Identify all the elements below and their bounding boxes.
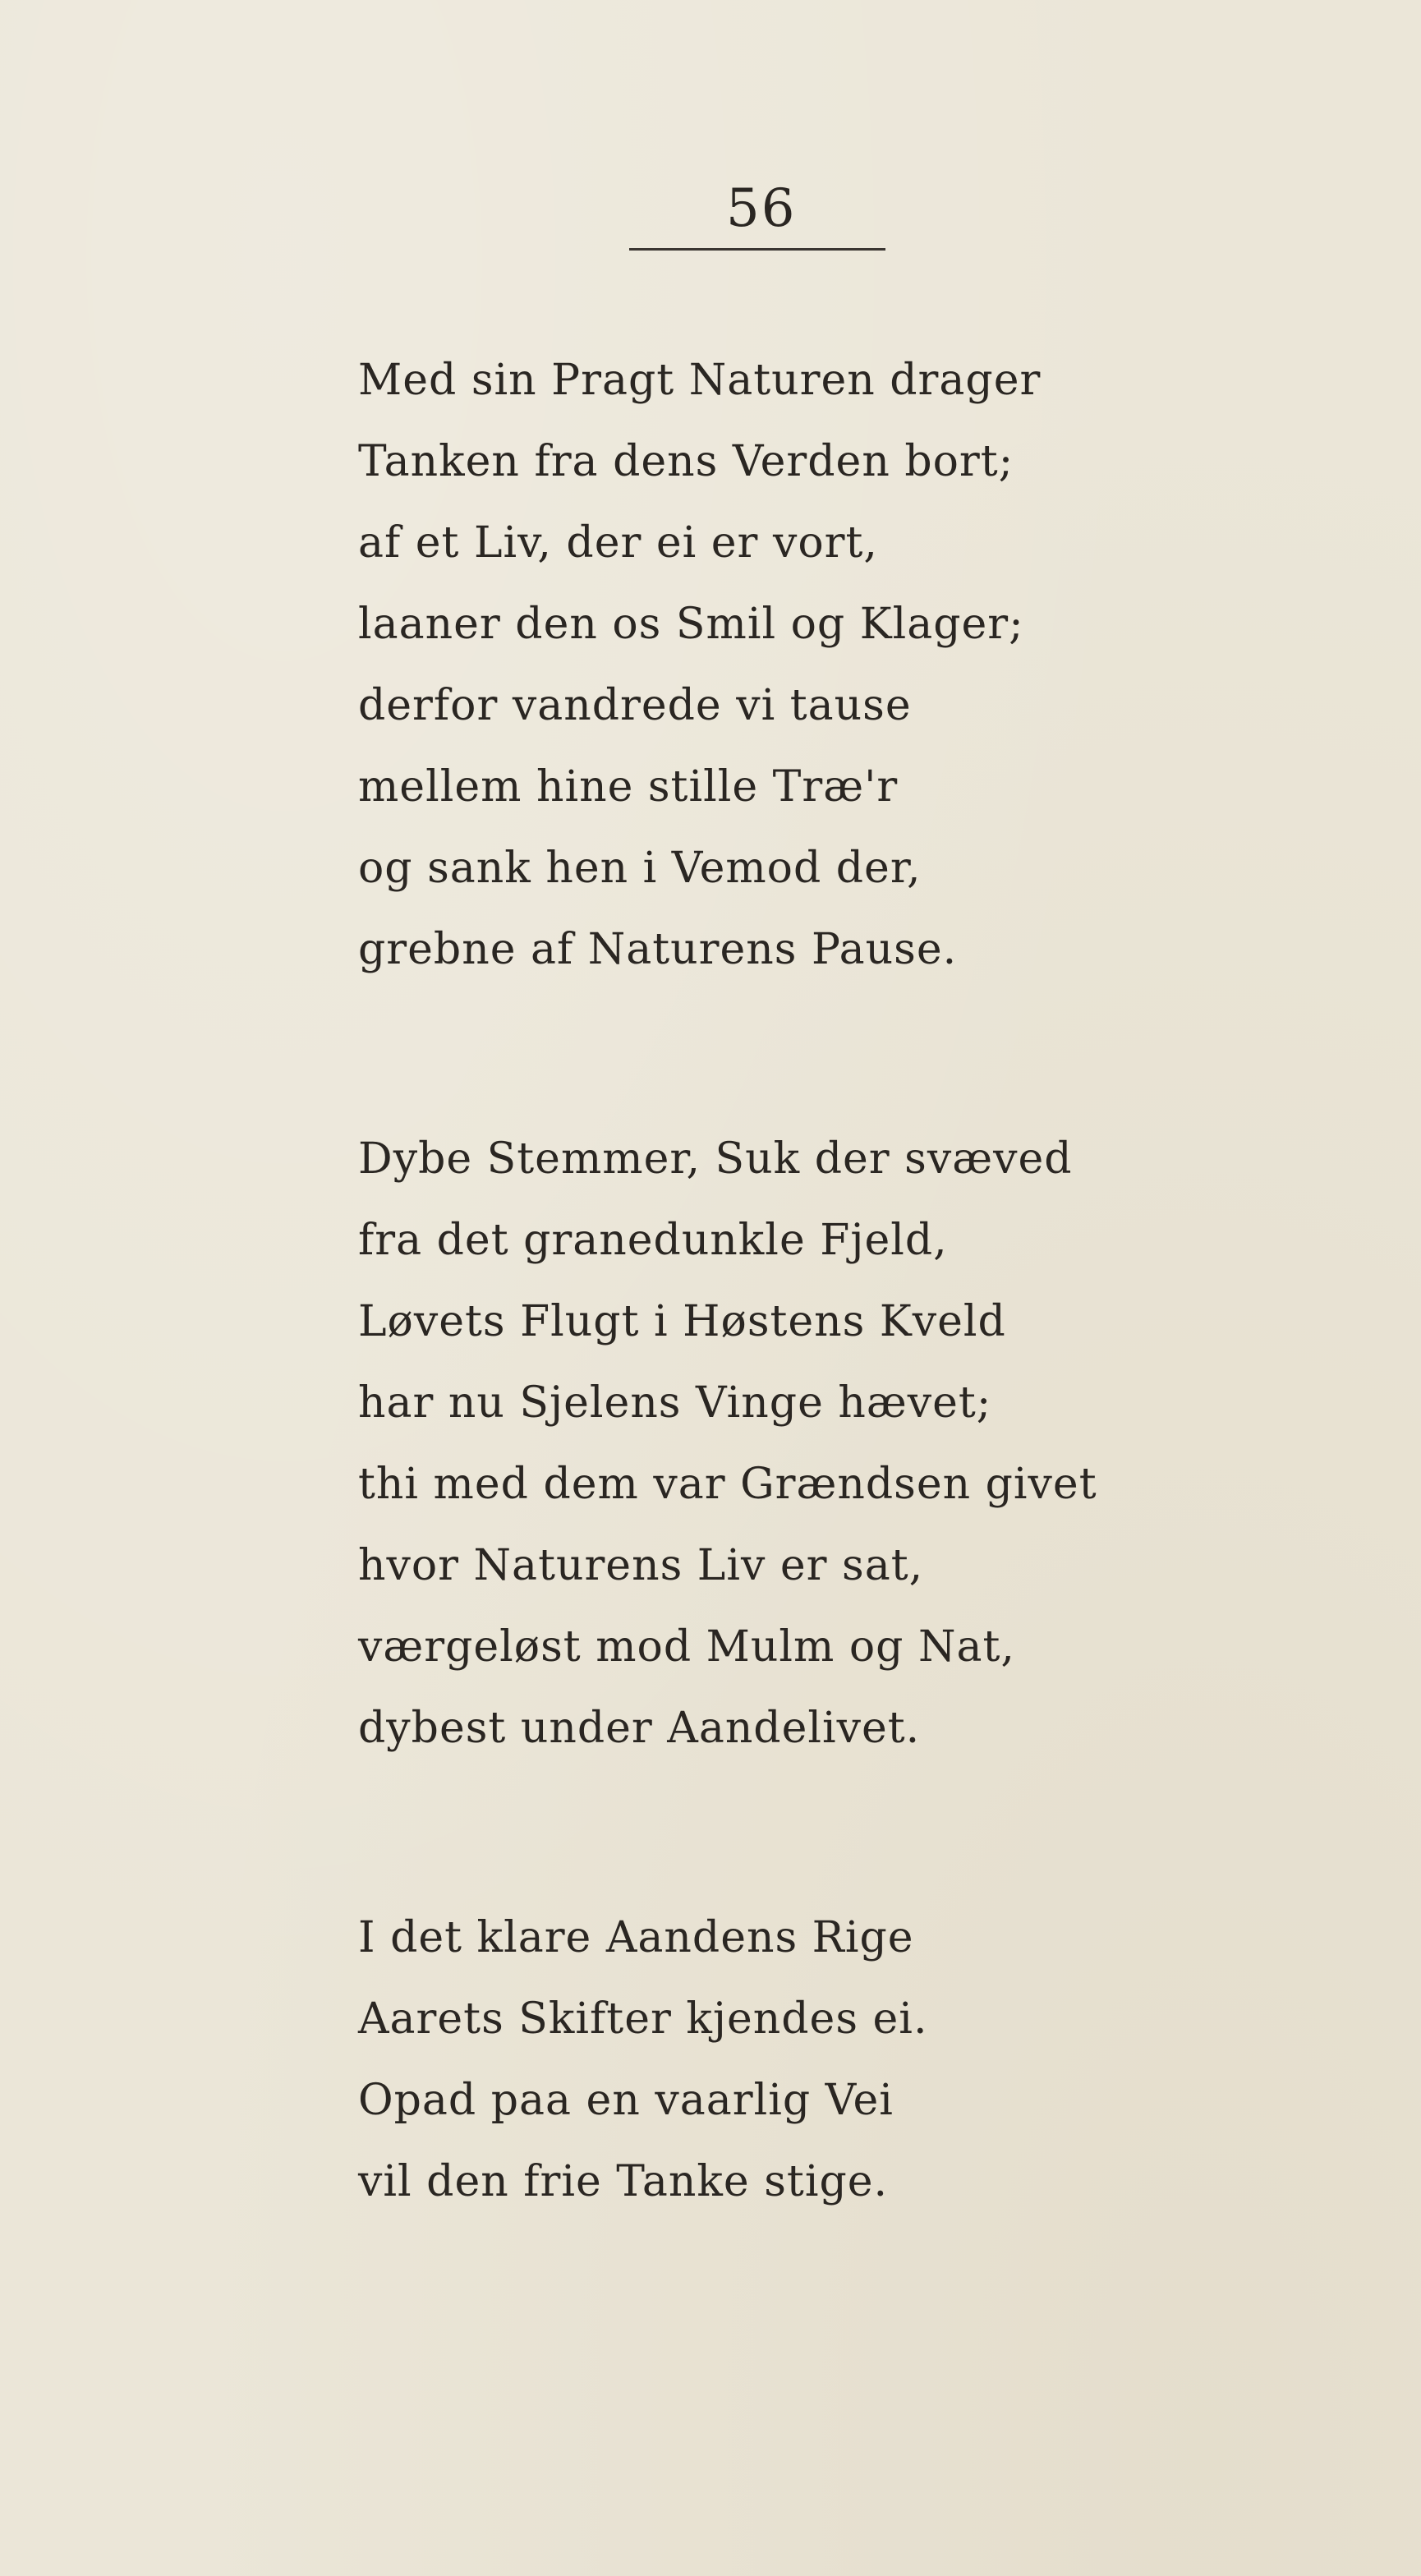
verse-line: har nu Sjelens Vinge hævet; xyxy=(358,1378,992,1428)
header-rule xyxy=(629,248,885,251)
stanza-1 xyxy=(358,340,1097,991)
verse-line: Tanken fra dens Verden bort; xyxy=(358,437,1014,486)
verse-line: Løvets Flugt i Høstens Kveld xyxy=(358,1297,1006,1346)
verse-line: af et Liv, der ei er vort, xyxy=(358,518,878,568)
verse-line: dybest under Aandelivet. xyxy=(358,1704,921,1753)
verse-line: laaner den os Smil og Klager; xyxy=(358,600,1024,649)
verse-line: grebne af Naturens Pause. xyxy=(358,925,958,974)
page-number: 56 xyxy=(726,178,797,239)
verse-line: I det klare Aandens Rige xyxy=(358,1913,914,1962)
verse-line: Dybe Stemmer, Suk der svæved xyxy=(358,1134,1073,1184)
verse-line: hvor Naturens Liv er sat, xyxy=(358,1541,924,1590)
verse-line: og sank hen i Vemod der, xyxy=(358,844,922,893)
verse-line: Med sin Pragt Naturen drager xyxy=(358,356,1042,405)
verse-line: fra det granedunkle Fjeld, xyxy=(358,1216,948,1265)
verse-line: derfor vandrede vi tause xyxy=(358,681,912,730)
stanza-3 xyxy=(358,1898,1097,2223)
verse-line: værgeløst mod Mulm og Nat, xyxy=(358,1622,1015,1672)
verse-line: vil den frie Tanke stige. xyxy=(358,2157,889,2206)
verse-line: Aarets Skifter kjendes ei. xyxy=(358,1994,928,2044)
verse-line: mellem hine stille Træ'r xyxy=(358,762,899,812)
verse-line: Opad paa en vaarlig Vei xyxy=(358,2076,894,2125)
verse-line: thi med dem var Grændsen givet xyxy=(358,1460,1097,1509)
stanza-2 xyxy=(358,1119,1097,1769)
